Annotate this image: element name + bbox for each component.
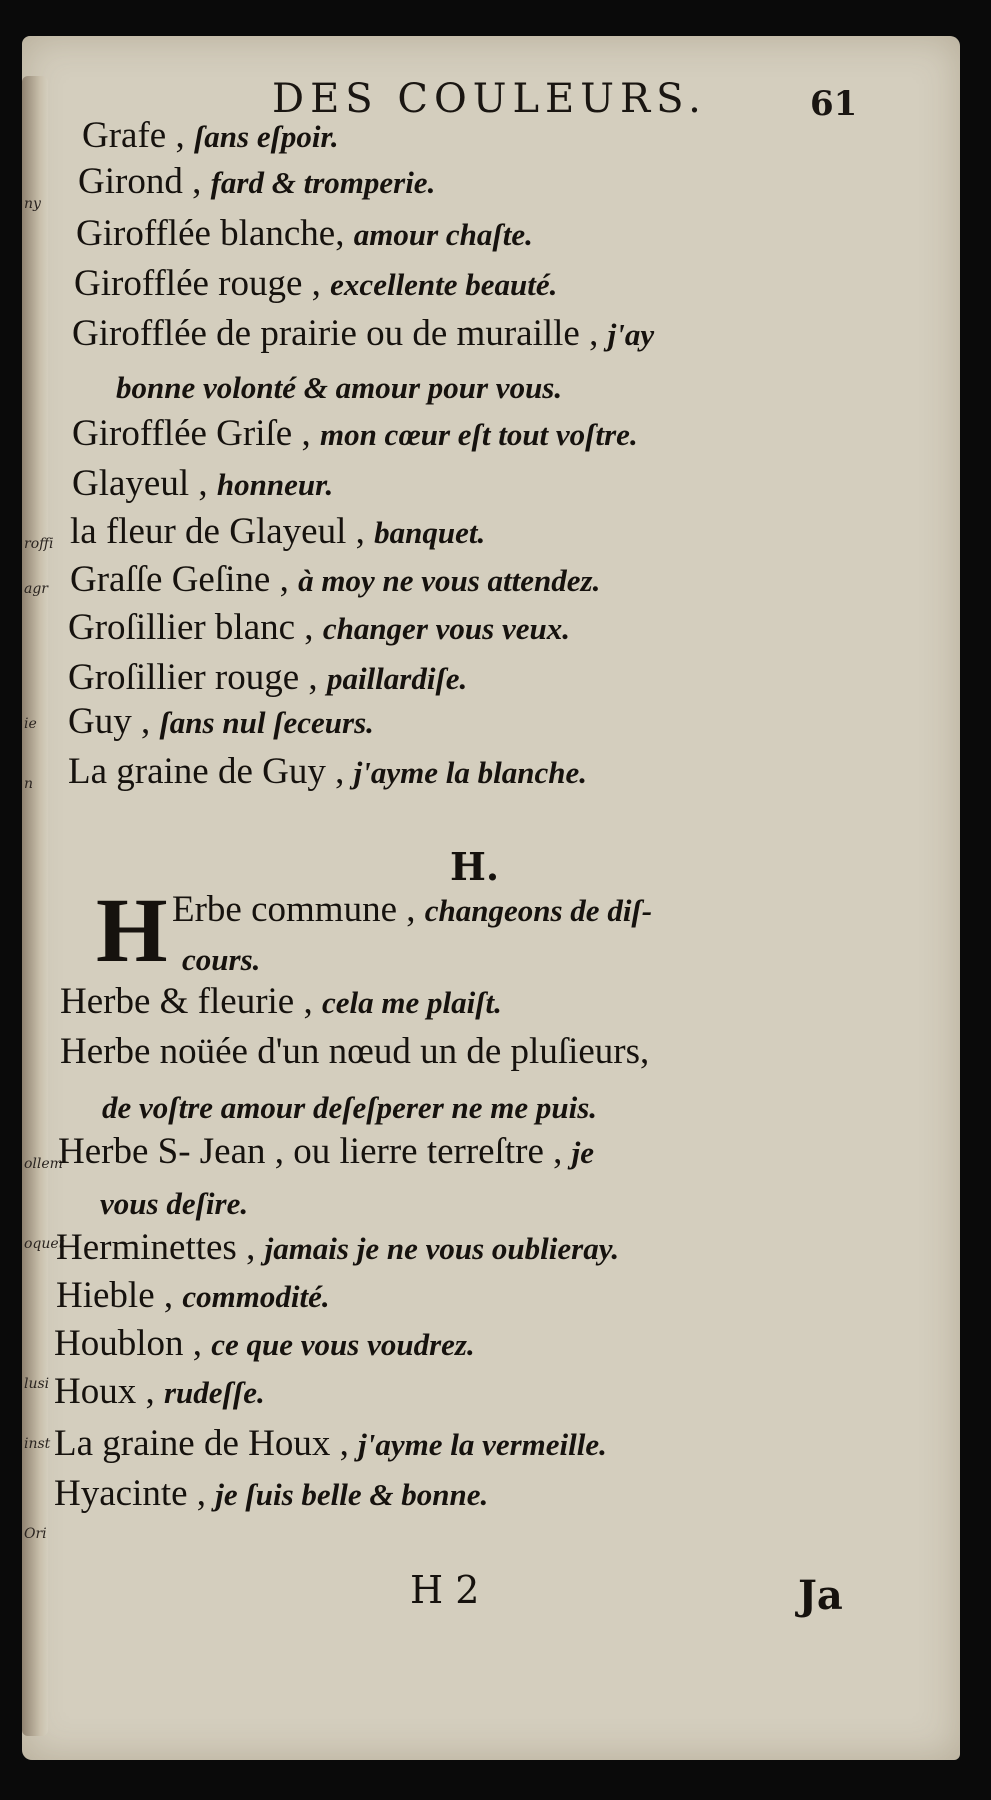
entry-row: [56, 1274, 330, 1317]
entry-meaning: mon cœur eſt tout voſtre.: [319, 417, 638, 452]
entry-term: Herbe S- Jean , ou lierre terreſtre ,: [58, 1131, 563, 1172]
signature-mark: H 2: [410, 1568, 480, 1612]
book-page: [22, 36, 960, 1760]
section-heading: H.: [450, 844, 500, 889]
entry-meaning: ce que vous voudrez.: [211, 1327, 475, 1362]
entry-meaning: changer vous veux.: [322, 611, 570, 646]
entry-row: [82, 114, 339, 157]
gutter-fragment: lusi: [24, 1376, 50, 1392]
facing-page-gutter: [22, 76, 65, 1736]
entry-row: [72, 312, 654, 355]
entry-term: Herminettes ,: [56, 1227, 256, 1268]
entry-meaning: jamais je ne vous oublieray.: [264, 1231, 620, 1266]
entry-meaning: fard & tromperie.: [210, 165, 436, 200]
gutter-fragment: ny: [24, 196, 41, 212]
entry-row: [72, 412, 638, 455]
entry-term: Houblon ,: [54, 1323, 202, 1364]
entry-term: Hieble ,: [56, 1275, 174, 1316]
gutter-fragment: oquet: [24, 1236, 65, 1252]
entry-meaning: excellente beauté.: [330, 267, 558, 302]
entry-row: [60, 980, 502, 1023]
entry-continuation: cours.: [182, 942, 261, 977]
entry-meaning: je ſuis belle & bonne.: [215, 1477, 489, 1512]
entry-row: [68, 656, 467, 699]
entry-term: Herbe & fleurie ,: [60, 981, 313, 1022]
entry-meaning: amour chaſte.: [353, 217, 533, 252]
entry-term: Girofflée blanche,: [76, 213, 345, 254]
entry-term: Girofflée rouge ,: [74, 263, 321, 304]
entry-meaning: j'ayme la blanche.: [353, 755, 587, 790]
entry-meaning: cela me plaiſt.: [321, 985, 502, 1020]
entry-row: [54, 1322, 475, 1365]
entry-continuation: de voſtre amour deſeſperer ne me puis.: [102, 1090, 598, 1125]
entry-term: Erbe commune ,: [172, 889, 416, 930]
entry-row: [74, 262, 557, 305]
entry-meaning: commodité.: [182, 1279, 330, 1314]
entry-row: [58, 1130, 594, 1173]
entry-row: [68, 606, 570, 649]
entry-row: [60, 1030, 649, 1073]
entry-meaning: à moy ne vous attendez.: [298, 563, 601, 598]
entry-meaning: ſans eſpoir.: [193, 119, 339, 154]
entry-row: [56, 1226, 619, 1269]
entry-term: Girofflée Griſe ,: [72, 413, 311, 454]
entry-meaning: ſans nul ſeceurs.: [159, 705, 374, 740]
entry-row: [54, 1370, 265, 1413]
entry-meaning: j'ayme la vermeille.: [358, 1427, 607, 1462]
entry-row: [172, 888, 652, 931]
gutter-fragment: inst: [24, 1436, 51, 1452]
page-number: 61: [810, 84, 858, 124]
entry-term: Glayeul ,: [72, 463, 208, 504]
entry-term: Hyacinte ,: [54, 1473, 207, 1514]
entry-term: Girond ,: [78, 161, 202, 202]
entry-continuation: vous deſire.: [100, 1186, 249, 1221]
entry-term: la fleur de Glayeul ,: [70, 511, 365, 552]
running-head: DES COULEURS.: [272, 76, 707, 122]
entry-row: [70, 510, 485, 553]
entry-row: [78, 160, 435, 203]
entry-row: [72, 462, 333, 505]
gutter-fragment: roffi: [24, 536, 54, 552]
entry-continuation: bonne volonté & amour pour vous.: [116, 370, 563, 405]
entry-meaning: j'ay: [607, 317, 655, 352]
drop-capital: H: [96, 879, 168, 981]
entry-row: [54, 1472, 488, 1515]
gutter-fragment: ollem: [24, 1156, 63, 1172]
entry-term: Graſſe Geſine ,: [70, 559, 289, 600]
entry-term: Houx ,: [54, 1371, 155, 1412]
entry-meaning: je: [571, 1135, 595, 1170]
entry-term: Groſillier blanc ,: [68, 607, 314, 648]
entry-meaning: honneur.: [216, 467, 334, 502]
gutter-fragment: Ori: [24, 1526, 47, 1542]
entry-row: [70, 558, 600, 601]
entry-meaning: banquet.: [374, 515, 486, 550]
gutter-fragment: agr: [24, 581, 49, 597]
entry-row: [68, 700, 374, 743]
entry-meaning: changeons de diſ-: [424, 893, 653, 928]
gutter-fragment: ie: [24, 716, 37, 732]
entry-term: Grafe ,: [82, 115, 185, 156]
entry-term: La graine de Guy ,: [68, 751, 345, 792]
entry-meaning: paillardiſe.: [326, 661, 468, 696]
entry-row: [54, 1422, 607, 1465]
entry-term: Groſillier rouge ,: [68, 657, 318, 698]
entry-term: Girofflée de prairie ou de muraille ,: [72, 313, 599, 354]
entry-term: Guy ,: [68, 701, 151, 742]
catchword: Ja: [798, 1572, 843, 1619]
entry-term: Herbe noüée d'un nœud un de pluſieurs,: [60, 1031, 650, 1072]
gutter-fragment: n: [24, 776, 34, 792]
entry-term: La graine de Houx ,: [54, 1423, 349, 1464]
entry-meaning: rudeſſe.: [163, 1375, 265, 1410]
entry-row: [76, 212, 533, 255]
entry-row: [68, 750, 587, 793]
